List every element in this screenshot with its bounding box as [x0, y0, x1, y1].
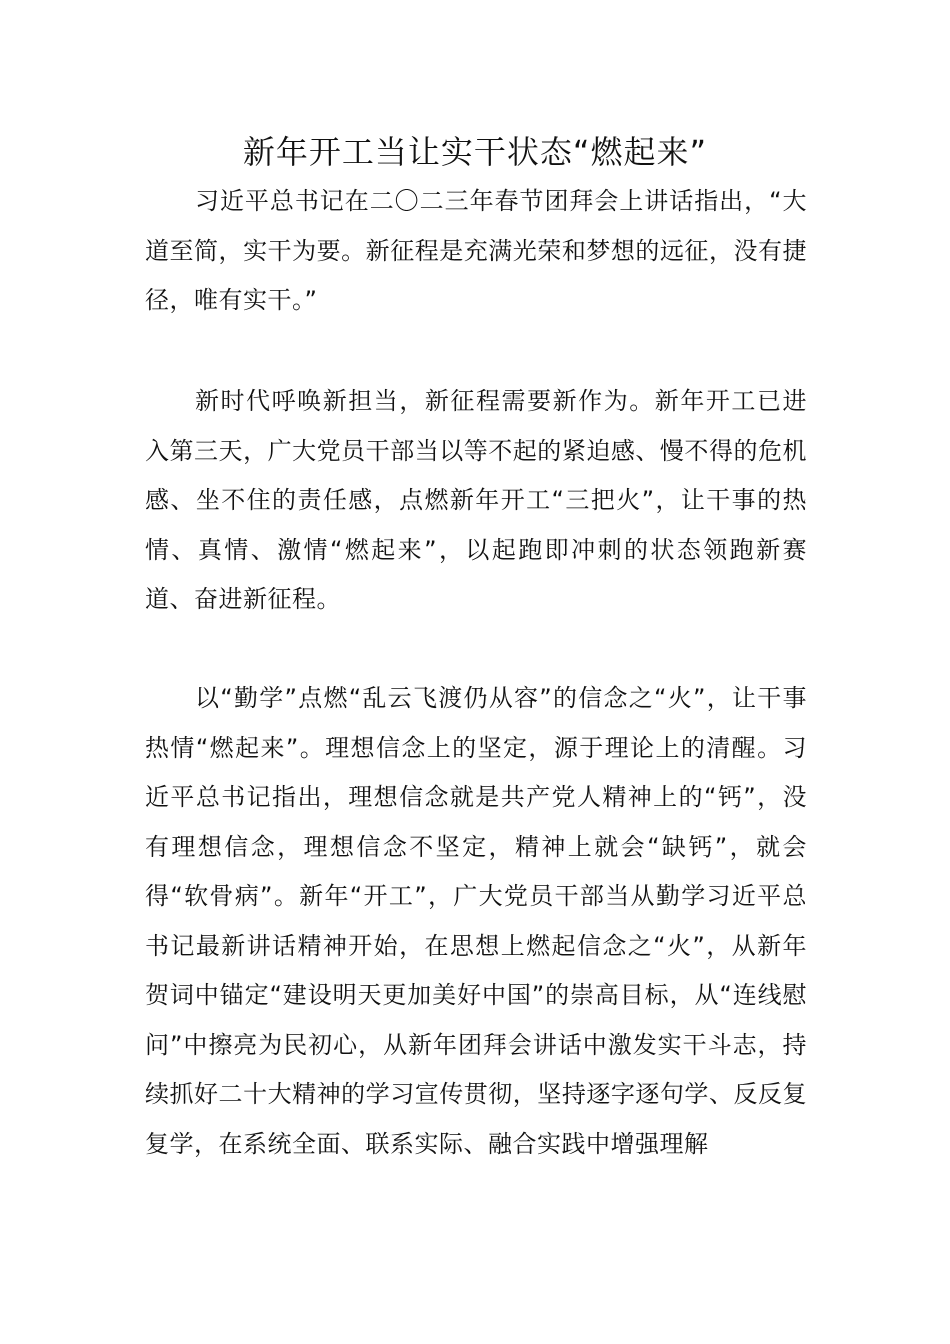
paragraph-1: 习近平总书记在二〇二三年春节团拜会上讲话指出，“大道至简，实干为要。新征程是充满光荣和梦想的远征，没有捷径，唯有实干。”: [145, 187, 807, 314]
paragraph-3: 以“勤学”点燃“乱云飞渡仍从容”的信念之“火”，让干事热情“燃起来”。理想信念上的坚定，源于理论上的清醒。习近平总书记指出，理想信念就是共产党人精神上的“钙”，没有理想信念，理想信念不坚定，精神上就会“缺钙”，就会得“软骨病”。新年“开工”，广大党员干部当从勤学习近平总书记最新讲话精神开始，在思想上燃起信念之“火”，从新年贺词中锚定“建设明天更加美好中国”的崇高目标，从“连线慰问”中擦亮为民初心，从新年团拜会讲话中激发实干斗志，持续抓好二十大精神的学习宣传贯彻，坚持逐字逐句学、反反复复学，在系统全面、联系实际、融合实践中增强理解: [145, 684, 807, 1158]
article-title: 新年开工当让实干状态“燃起来”: [242, 133, 708, 171]
paragraph-2: 新时代呼唤新担当，新征程需要新作为。新年开工已进入第三天，广大党员干部当以等不起的紧迫感、慢不得的危机感、坐不住的责任感，点燃新年开工“三把火”，让干事的热情、真情、激情“燃起来”，以起跑即冲刺的状态领跑新赛道、奋进新征程。: [145, 387, 807, 613]
